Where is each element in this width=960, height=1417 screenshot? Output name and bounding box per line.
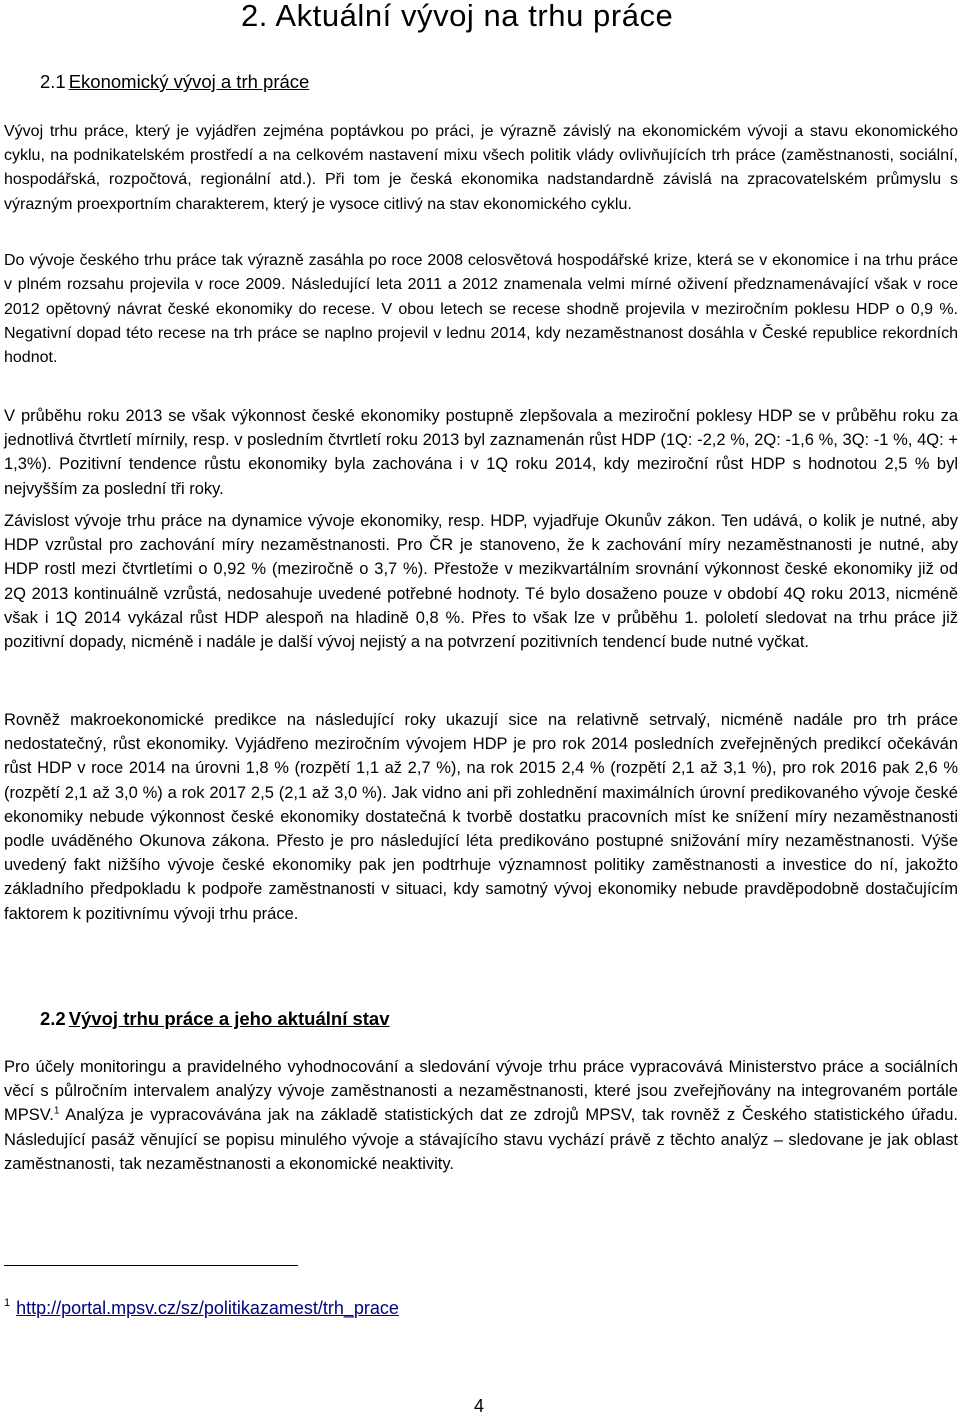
- paragraph-3: V průběhu roku 2013 se však výkonnost české ekonomiky postupně zlepšovala a meziroční poklesy HDP se v průběhu roku za jednotlivá čtvrtletí mírnily, resp. v posledním čtvrtletí roku 2013 byl zaznamenán růst HDP (1Q: -2,2 %, 2Q: -1,6 %, 3Q: -1 %, 4Q: + 1,3%). Pozitivní tendence růstu ekonomiky byla zachována i v 1Q roku 2014, kdy meziroční růst HDP s hodnotou 2,5 % byl nejvyšším za poslední tři roky.: [4, 407, 958, 498]
- footnote-reference[interactable]: 1: [53, 1105, 60, 1117]
- paragraph-6-text: Pro účely monitoringu a pravidelného vyhodnocování a sledování vývoje trhu práce vypracovává Ministerstvo práce a sociálních věcí s půlročním intervalem analýzy vývoje zaměstnanosti a nezaměstnanosti, které jsou zveřejňovány na integrovaném portále MPSV.: [4, 1058, 958, 1125]
- paragraph-2: Do vývoje českého trhu práce tak výrazně zasáhla po roce 2008 celosvětová hospodářské krize, která se v ekonomice i na trhu práce v plném rozsahu projevila v roce 2009. Následující leta 2011 a 2012 znamenala velmi mírné oživení předznamenávající však v roce 2012 opětovný návrat české ekonomiky do recese. V obou letech se recese shodně projevila v meziročním poklesu HDP o 0,9 %. Negativní dopad této recese na trh práce se naplno projevil v lednu 2014, kdy nezaměstnanost dosáhla v České republice rekordních hodnot.: [4, 252, 958, 367]
- section-heading-2-2: [40, 1007, 390, 1031]
- footnote: [4, 1296, 399, 1320]
- paragraph-5: Rovněž makroekonomické predikce na následující roky ukazují sice na relativně setrvalý, nicméně nadále pro trh práce nedostatečný, růst ekonomiky. Vyjádřeno meziročním vývojem HDP je pro rok 2014 posledních zveřejněných predikcí očekáván růst HDP v roce 2014 na úrovni 1,8 % (rozpětí 1,1 až 2,7 %), na rok 2015 2,4 % (rozpětí 2,1 až 3,1 %), pro rok 2016 pak 2,6 % (rozpětí 2,1 až 3,0 %) a rok 2017 2,5 (2,1 až 3,0 %). Jak vidno ani při zohlednění maximálních úrovní predikovaného vývoje české ekonomiky nebude výkonnost české ekonomiky dostatečná k tvorbě dostatku pracovních míst ke snížení míry nezaměstnanosti podle uváděného Okunova zákona. Přesto je pro následující léta predikováno postupné snižování míry nezaměstnanosti. Výše uvedený fakt nižšího vývoje české ekonomiky pak jen podtrhuje významnost politiky zaměstnanosti a investice do ní, jakožto základního předpokladu k podpoře zaměstnanosti v situaci, kdy samotný vývoj ekonomiky nebude pravděpodobně dostačujícím faktorem k pozitivnímu vývoji trhu práce.: [4, 711, 958, 923]
- footnote-number: 1: [4, 1297, 11, 1309]
- section-heading-2-1: [40, 70, 309, 94]
- section-title: Ekonomický vývoj a trh práce: [68, 71, 310, 92]
- section-number: 2.1: [40, 71, 66, 92]
- section-number: 2.2: [40, 1008, 66, 1029]
- page-number: 4: [474, 1396, 485, 1416]
- footnote-link[interactable]: http://portal.mpsv.cz/sz/politikazamest/trh_prace: [16, 1298, 399, 1318]
- paragraph-6: [4, 1055, 958, 1176]
- paragraph-4: Závislost vývoje trhu práce na dynamice vývoje ekonomiky, resp. HDP, vyjadřuje Okunův zákon. Ten udává, o kolik je nutné, aby HDP vzrůstal pro zachování míry nezaměstnanosti. Pro ČR je stanoveno, že k zachování míry nezaměstnanosti je nutné, aby HDP rostl mezi čtvrtletími o 0,92 % (meziročně o 3,7 %). Přestože v mezikvartálním srovnání výkonnost české ekonomiky již od 2Q 2013 kontinuálně vzrůstá, nedosahuje uvedené potřebné hodnoty. Té bylo dosaženo pouze v období 4Q roku 2013, nicméně však i 1Q 2014 vykázal růst HDP alespoň na hladině 0,8 %. Přes to však lze v průběhu 1. pololetí sledovat na trhu práce již pozitivní dopady, nicméně i nadále je další vývoj nejistý a na potvrzení pozitivních tendencí bude nutné vyčkat.: [4, 512, 958, 652]
- footnote-separator: [4, 1265, 298, 1266]
- paragraph-6-text-cont: Analýza je vypracovávána jak na základě statistických dat ze zdrojů MPSV, tak rovněž z Českého statistického úřadu. Následující pasáž věnující se popisu minulého vývoje a stávajícího stavu vychází právě z těchto analýz – sledovane je jak oblast zaměstnanosti, tak nezaměstnanosti a ekonomické neaktivity.: [4, 1106, 958, 1173]
- chapter-heading: 2. Aktuální vývoj na trhu práce: [241, 0, 674, 33]
- paragraph-1: Vývoj trhu práce, který je vyjádřen zejména poptávkou po práci, je výrazně závislý na ekonomickém vývoji a stavu ekonomického cyklu, na podnikatelském prostředí a na celkovém nastavení mixu všech politik vlády ovlivňujících trh práce (zaměstnanosti, sociální, hospodářská, rozpočtová, regionální atd.). Při tom je česká ekonomika nadstandardně závislá na zpracovatelském průmyslu s výrazným proexportním charakterem, který je vysoce citlivý na stav ekonomického cyklu.: [4, 123, 958, 213]
- section-title: Vývoj trhu práce a jeho aktuální stav: [68, 1008, 390, 1029]
